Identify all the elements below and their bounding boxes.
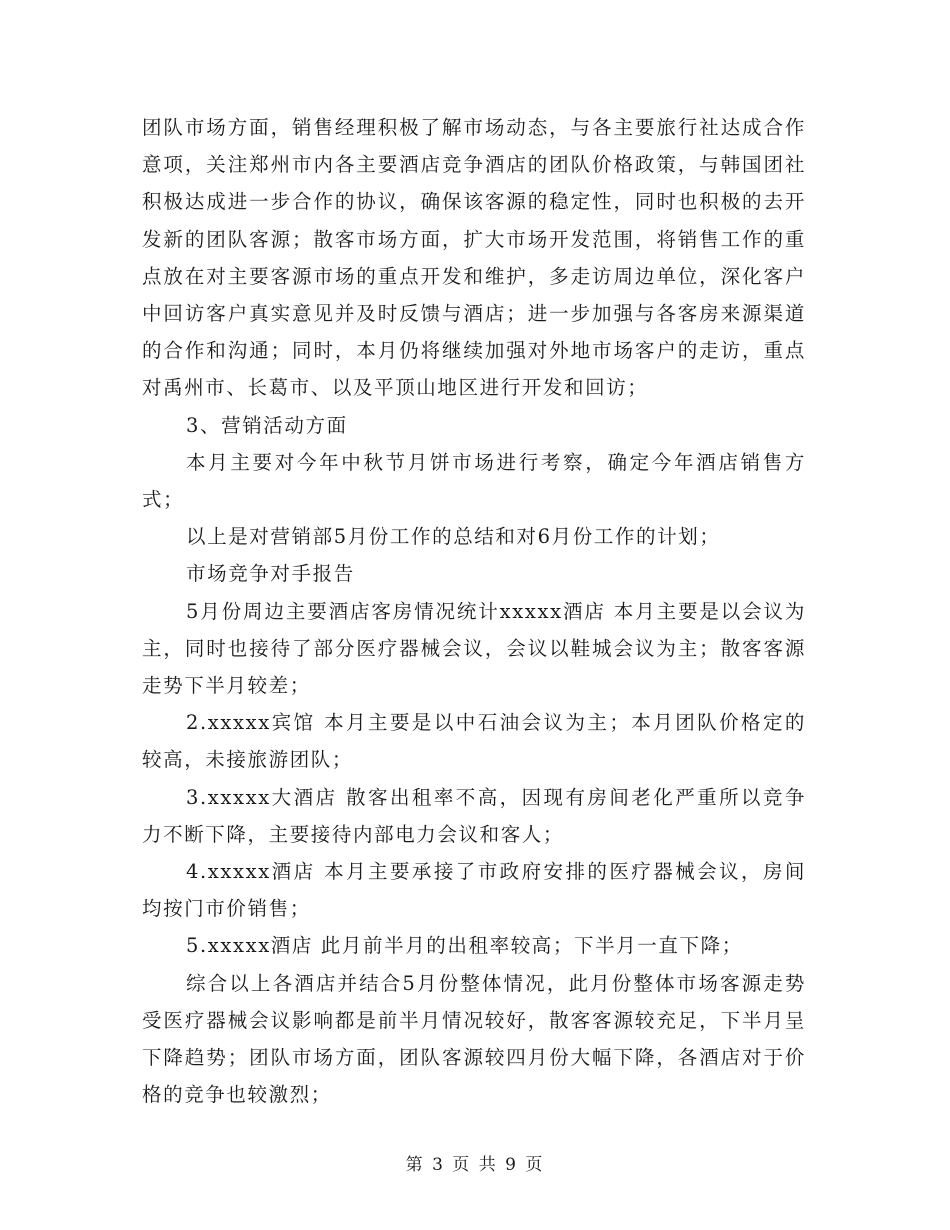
paragraph-mooncake-market: 本月主要对今年中秋节月饼市场进行考察，确定今年酒店销售方式；	[142, 450, 806, 512]
paragraph-summary-plan: 以上是对营销部5月份工作的总结和对6月份工作的计划；	[186, 525, 721, 549]
paragraph-team-market: 团队市场方面，销售经理积极了解市场动态，与各主要旅行社达成合作意项，关注郑州市内各主要酒店竞争酒店的团队价格政策，与韩国团社积极达成进一步合作的协议，确保该客源的稳定性，同时也积极的去开发新的团队客源；散客市场方面，扩大市场开发范围，将销售工作的重点放在对主要客源市场的重点开发和维护，多走访周边单位，深化客户中回访客户真实意见并及时反馈与酒店；进一步加强与各客房来源渠道的合作和沟通；同时，本月仍将继续加强对外地市场客户的走访，重点对禹州市、长葛市、以及平顶山地区进行开发和回访；	[142, 116, 806, 400]
page-number-footer: 第 3 页 共 9 页	[405, 1155, 545, 1175]
paragraph-hotel-4: 4.xxxxx酒店 本月主要承接了市政府安排的医疗器械会议，房间均按门市价销售；	[142, 860, 806, 921]
document-body	[142, 109, 806, 1113]
paragraph-hotel-3: 3.xxxxx大酒店 散客出租率不高，因现有房间老化严重所以竞争力不断下降，主要接待内部电力会议和客人；	[142, 785, 806, 846]
paragraph-hotel-1: 5月份周边主要酒店客房情况统计xxxxx酒店 本月主要是以会议为主，同时也接待了部分医疗器械会议，会议以鞋城会议为主；散客客源走势下半月较差；	[142, 599, 806, 698]
paragraph-overall-summary: 综合以上各酒店并结合5月份整体情况，此月份整体市场客源走势受医疗器械会议影响都是前半月情况较好，散客客源较充足，下半月呈下降趋势；团队市场方面，团队客源较四月份大幅下降，各酒店对于价格的竞争也较激烈；	[142, 971, 806, 1107]
heading-competitor-report: 市场竞争对手报告	[186, 562, 355, 586]
paragraph-hotel-5: 5.xxxxx酒店 此月前半月的出租率较高；下半月一直下降；	[186, 934, 743, 958]
paragraph-hotel-2: 2.xxxxx宾馆 本月主要是以中石油会议为主；本月团队价格定的较高，未接旅游团队；	[142, 711, 806, 772]
heading-marketing-activities: 3、营销活动方面	[186, 413, 348, 437]
